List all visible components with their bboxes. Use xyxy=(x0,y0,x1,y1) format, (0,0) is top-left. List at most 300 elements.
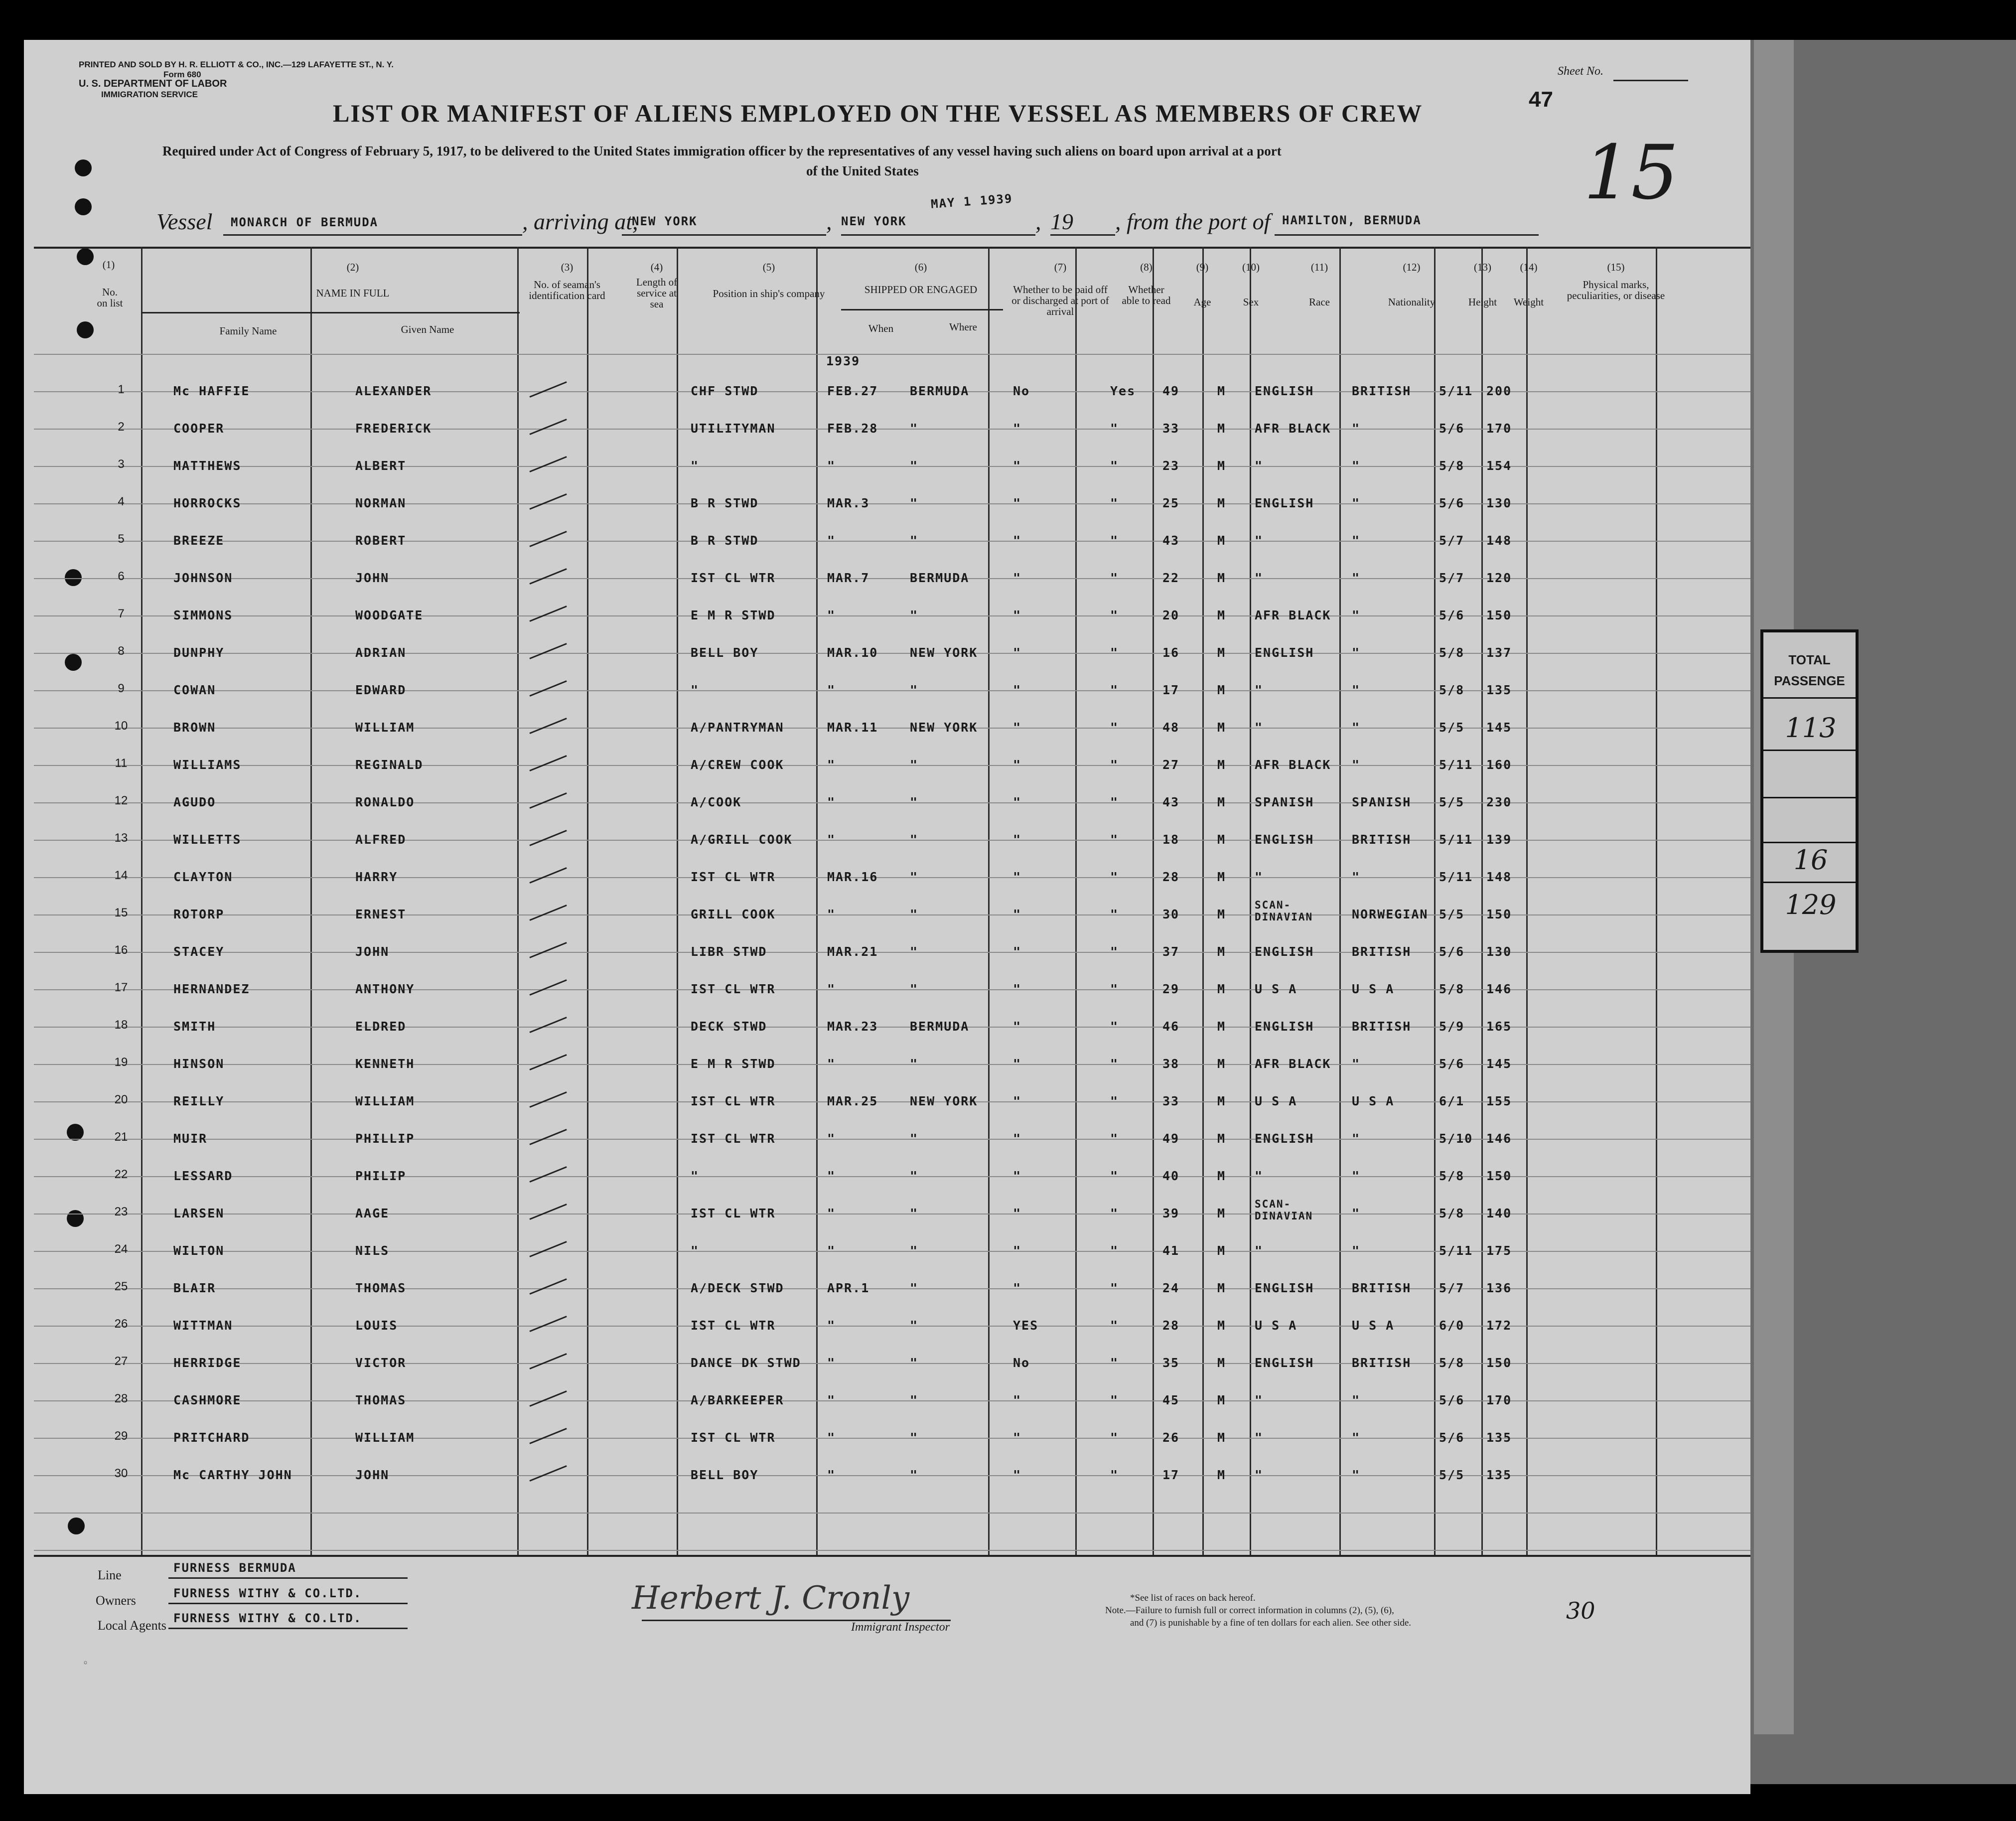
col15-header: Physical marks, peculiarities, or disease xyxy=(1567,279,1665,302)
column-divider xyxy=(141,247,143,1555)
paid-off: " xyxy=(1013,533,1022,548)
row-number: 12 xyxy=(114,794,128,807)
column-divider xyxy=(310,247,312,1555)
check-mark xyxy=(529,792,567,809)
sex: M xyxy=(1217,1057,1226,1071)
row-number: 9 xyxy=(118,682,125,695)
shipped-where: NEW YORK xyxy=(910,720,978,735)
shipped-when: MAR.25 xyxy=(827,1094,878,1108)
shipped-where: NEW YORK xyxy=(910,1094,978,1108)
col2-header: NAME IN FULL xyxy=(316,287,390,299)
height: 5/6 xyxy=(1439,1393,1465,1407)
owners-value: FURNESS WITHY & CO.LTD. xyxy=(173,1586,362,1600)
column-divider xyxy=(1202,247,1204,1555)
shipped-when: MAR.11 xyxy=(827,720,878,735)
age: 46 xyxy=(1162,1019,1180,1034)
given-name: ANTHONY xyxy=(355,982,415,996)
row-number: 25 xyxy=(114,1280,128,1293)
race: AFR BLACK xyxy=(1255,758,1331,772)
height: 5/9 xyxy=(1439,1019,1465,1034)
underline xyxy=(168,1628,408,1629)
weight: 200 xyxy=(1486,384,1512,398)
race: ENGLISH xyxy=(1255,496,1314,510)
nationality: U S A xyxy=(1352,982,1395,996)
row-number: 13 xyxy=(114,831,128,845)
shipped-when: " xyxy=(827,1468,836,1482)
check-mark xyxy=(529,1204,567,1220)
given-name: ALBERT xyxy=(355,458,407,473)
position: B R STWD xyxy=(691,533,759,548)
height: 5/5 xyxy=(1439,720,1465,735)
able-to-read: " xyxy=(1110,982,1119,996)
check-mark xyxy=(529,680,567,697)
col6-where: Where xyxy=(949,321,977,333)
shipped-when: " xyxy=(827,758,836,772)
nationality: BRITISH xyxy=(1352,1019,1412,1034)
paid-off: " xyxy=(1013,1430,1022,1445)
race: SCAN- DINAVIAN xyxy=(1255,1198,1313,1222)
height: 5/7 xyxy=(1439,571,1465,585)
family-name: BREEZE xyxy=(173,533,225,548)
arriving-state: NEW YORK xyxy=(841,214,907,228)
shipped-where: " xyxy=(910,1057,919,1071)
position: A/GRILL COOK xyxy=(691,832,793,847)
position: A/DECK STWD xyxy=(691,1281,784,1295)
position: A/BARKEEPER xyxy=(691,1393,784,1407)
age: 28 xyxy=(1162,870,1180,884)
given-name: ALEXANDER xyxy=(355,384,432,398)
able-to-read: " xyxy=(1110,1356,1119,1370)
nationality: BRITISH xyxy=(1352,832,1412,847)
family-name: Mc HAFFIE xyxy=(173,384,250,398)
paid-off: " xyxy=(1013,645,1022,660)
col11-number: (11) xyxy=(1310,261,1328,273)
row-number: 16 xyxy=(114,943,128,957)
check-mark xyxy=(529,867,567,884)
shipped-when: MAR.3 xyxy=(827,496,870,510)
height: 6/1 xyxy=(1439,1094,1465,1108)
form-number: Form 680 xyxy=(163,70,201,79)
paid-off: " xyxy=(1013,571,1022,585)
position: LIBR STWD xyxy=(691,944,767,959)
height: 5/6 xyxy=(1439,1057,1465,1071)
given-name: THOMAS xyxy=(355,1393,407,1407)
height: 5/6 xyxy=(1439,944,1465,959)
position: A/PANTRYMAN xyxy=(691,720,784,735)
family-name: HORROCKS xyxy=(173,496,242,510)
nationality: BRITISH xyxy=(1352,1281,1412,1295)
sex: M xyxy=(1217,795,1226,809)
weight: 135 xyxy=(1486,683,1512,697)
page-title: LIST OR MANIFEST OF ALIENS EMPLOYED ON THE VESSEL AS MEMBERS OF CREW xyxy=(333,99,1423,127)
weight: 150 xyxy=(1486,608,1512,622)
nationality: " xyxy=(1352,720,1361,735)
shipped-where: " xyxy=(910,496,919,510)
sex: M xyxy=(1217,1356,1226,1370)
weight: 139 xyxy=(1486,832,1512,847)
comma-separator: , xyxy=(1035,209,1041,234)
owners-label: Owners xyxy=(96,1593,136,1608)
given-name: LOUIS xyxy=(355,1318,398,1333)
sex: M xyxy=(1217,533,1226,548)
age: 39 xyxy=(1162,1206,1180,1220)
given-name: WILLIAM xyxy=(355,1094,415,1108)
race: " xyxy=(1255,720,1264,735)
table-bottom-rule xyxy=(34,1555,1750,1557)
race: " xyxy=(1255,1430,1264,1445)
passengers-label: PASSENGE xyxy=(1774,673,1845,688)
race: ENGLISH xyxy=(1255,944,1314,959)
weight: 230 xyxy=(1486,795,1512,809)
row-number: 19 xyxy=(114,1056,128,1069)
box-rule xyxy=(1763,882,1856,883)
underline xyxy=(223,234,522,236)
age: 18 xyxy=(1162,832,1180,847)
check-mark xyxy=(529,1316,567,1332)
given-name: WILLIAM xyxy=(355,1430,415,1445)
position: BELL BOY xyxy=(691,645,759,660)
given-name: ERNEST xyxy=(355,907,407,921)
shipped-where: " xyxy=(910,907,919,921)
underline xyxy=(1275,234,1539,236)
shipped-where: " xyxy=(910,608,919,622)
family-name: WILLETTS xyxy=(173,832,242,847)
total-value-3: 129 xyxy=(1785,889,1837,920)
sex: M xyxy=(1217,571,1226,585)
shipped-when: FEB.27 xyxy=(827,384,878,398)
nationality: " xyxy=(1352,758,1361,772)
shipped-when: APR.1 xyxy=(827,1281,870,1295)
nationality: " xyxy=(1352,870,1361,884)
paid-off: YES xyxy=(1013,1318,1039,1333)
col9-number: (9) xyxy=(1196,261,1209,273)
able-to-read: " xyxy=(1110,1393,1119,1407)
age: 33 xyxy=(1162,421,1180,436)
able-to-read: " xyxy=(1110,795,1119,809)
height: 5/5 xyxy=(1439,795,1465,809)
shipped-where: " xyxy=(910,870,919,884)
age: 49 xyxy=(1162,384,1180,398)
position: BELL BOY xyxy=(691,1468,759,1482)
given-name: JOHN xyxy=(355,1468,390,1482)
col13-number: (13) xyxy=(1474,261,1491,273)
shipped-when: " xyxy=(827,458,836,473)
nationality: BRITISH xyxy=(1352,384,1412,398)
weight: 137 xyxy=(1486,645,1512,660)
check-mark xyxy=(529,1428,567,1444)
check-mark xyxy=(529,1465,567,1482)
shipped-when: " xyxy=(827,608,836,622)
shipped-when: FEB.28 xyxy=(827,421,878,436)
position: A/CREW COOK xyxy=(691,758,784,772)
col13-header: Height xyxy=(1468,296,1497,308)
age: 22 xyxy=(1162,571,1180,585)
position: UTILITYMAN xyxy=(691,421,776,436)
sex: M xyxy=(1217,1169,1226,1183)
shipped-where: BERMUDA xyxy=(910,571,970,585)
paid-off: " xyxy=(1013,1094,1022,1108)
given-name: AAGE xyxy=(355,1206,390,1220)
col1-number: (1) xyxy=(102,259,115,271)
check-mark xyxy=(529,979,567,996)
family-name: HINSON xyxy=(173,1057,225,1071)
race: ENGLISH xyxy=(1255,645,1314,660)
age: 37 xyxy=(1162,944,1180,959)
sex: M xyxy=(1217,907,1226,921)
shipped-where: " xyxy=(910,683,919,697)
check-mark xyxy=(529,942,567,958)
weight: 135 xyxy=(1486,1468,1512,1482)
age: 16 xyxy=(1162,645,1180,660)
check-mark xyxy=(529,1017,567,1033)
nationality: NORWEGIAN xyxy=(1352,907,1429,921)
col2-number: (2) xyxy=(346,261,359,273)
races-note: *See list of races on back hereof. xyxy=(1130,1593,1256,1603)
paid-off: " xyxy=(1013,496,1022,510)
shipped-where: " xyxy=(910,832,919,847)
able-to-read: " xyxy=(1110,571,1119,585)
age: 45 xyxy=(1162,1393,1180,1407)
height: 5/6 xyxy=(1439,496,1465,510)
height: 5/5 xyxy=(1439,907,1465,921)
race: " xyxy=(1255,1169,1264,1183)
race: AFR BLACK xyxy=(1255,421,1331,436)
race: ENGLISH xyxy=(1255,1019,1314,1034)
shipped-where: " xyxy=(910,1393,919,1407)
underline xyxy=(841,234,1035,236)
date-stamp: MAY 1 1939 xyxy=(930,191,1013,211)
race: ENGLISH xyxy=(1255,1131,1314,1146)
family-name: CASHMORE xyxy=(173,1393,242,1407)
age: 48 xyxy=(1162,720,1180,735)
able-to-read: " xyxy=(1110,1206,1119,1220)
sex: M xyxy=(1217,1393,1226,1407)
shipped-where: " xyxy=(910,1131,919,1146)
nationality: " xyxy=(1352,1057,1361,1071)
check-mark xyxy=(529,1166,567,1183)
paid-off: " xyxy=(1013,870,1022,884)
shipped-where: " xyxy=(910,421,919,436)
age: 30 xyxy=(1162,907,1180,921)
race: SCAN- DINAVIAN xyxy=(1255,899,1313,923)
height: 5/8 xyxy=(1439,982,1465,996)
total-value-2: 16 xyxy=(1793,844,1828,876)
able-to-read: " xyxy=(1110,1318,1119,1333)
position: DECK STWD xyxy=(691,1019,767,1034)
col9-header: Age xyxy=(1193,296,1211,308)
age: 23 xyxy=(1162,458,1180,473)
check-mark xyxy=(529,1091,567,1108)
total-label: TOTAL xyxy=(1788,652,1831,667)
col6-number: (6) xyxy=(914,261,927,273)
shipped-when: " xyxy=(827,1318,836,1333)
height: 5/6 xyxy=(1439,421,1465,436)
vessel-label: Vessel xyxy=(156,209,213,234)
position: IST CL WTR xyxy=(691,1131,776,1146)
weight: 165 xyxy=(1486,1019,1512,1034)
shipped-where: " xyxy=(910,795,919,809)
age: 29 xyxy=(1162,982,1180,996)
age: 35 xyxy=(1162,1356,1180,1370)
sex: M xyxy=(1217,870,1226,884)
nationality: " xyxy=(1352,1468,1361,1482)
given-name: PHILLIP xyxy=(355,1131,415,1146)
row-number: 27 xyxy=(114,1355,128,1368)
given-name: NILS xyxy=(355,1243,390,1258)
height: 5/11 xyxy=(1439,832,1473,847)
shipped-where: " xyxy=(910,1318,919,1333)
able-to-read: " xyxy=(1110,832,1119,847)
shipped-where: " xyxy=(910,982,919,996)
shipped-where: " xyxy=(910,1430,919,1445)
paid-off: " xyxy=(1013,1281,1022,1295)
binder-hole xyxy=(75,159,92,176)
col2-given-name: Given Name xyxy=(401,323,454,335)
family-name: COWAN xyxy=(173,683,216,697)
age: 28 xyxy=(1162,1318,1180,1333)
weight: 130 xyxy=(1486,944,1512,959)
sex: M xyxy=(1217,758,1226,772)
height: 5/8 xyxy=(1439,645,1465,660)
given-name: JOHN xyxy=(355,944,390,959)
binder-hole xyxy=(77,321,94,338)
row-number: 1 xyxy=(118,383,125,396)
position: IST CL WTR xyxy=(691,870,776,884)
height: 5/11 xyxy=(1439,758,1473,772)
col12-number: (12) xyxy=(1403,261,1421,273)
total-passengers-box xyxy=(1760,629,1859,953)
height: 5/7 xyxy=(1439,1281,1465,1295)
shipped-where: " xyxy=(910,1243,919,1258)
nationality: " xyxy=(1352,1206,1361,1220)
paid-off: " xyxy=(1013,683,1022,697)
subtitle-line-2: of the United States xyxy=(806,163,919,178)
weight: 130 xyxy=(1486,496,1512,510)
position: DANCE DK STWD xyxy=(691,1356,801,1370)
position: " xyxy=(691,458,700,473)
given-name: ALFRED xyxy=(355,832,407,847)
race: U S A xyxy=(1255,1094,1297,1108)
position: IST CL WTR xyxy=(691,1206,776,1220)
service-label: IMMIGRATION SERVICE xyxy=(101,90,198,99)
union-label-mark: ☼ xyxy=(83,1659,88,1666)
family-name: WILLIAMS xyxy=(173,758,242,772)
check-mark xyxy=(529,419,567,435)
given-name: JOHN xyxy=(355,571,390,585)
given-name: THOMAS xyxy=(355,1281,407,1295)
given-name: ELDRED xyxy=(355,1019,407,1034)
able-to-read: " xyxy=(1110,645,1119,660)
paid-off: " xyxy=(1013,832,1022,847)
row-number: 24 xyxy=(114,1242,128,1256)
family-name: COOPER xyxy=(173,421,225,436)
table-top-rule xyxy=(34,247,1750,249)
shipped-when: MAR.10 xyxy=(827,645,878,660)
nationality: U S A xyxy=(1352,1094,1395,1108)
sex: M xyxy=(1217,421,1226,436)
box-rule xyxy=(1763,842,1856,843)
row-number: 4 xyxy=(118,495,125,508)
height: 5/11 xyxy=(1439,870,1473,884)
column-divider xyxy=(1656,247,1657,1555)
position: GRILL COOK xyxy=(691,907,776,921)
position: IST CL WTR xyxy=(691,571,776,585)
arriving-label: , arriving at, xyxy=(522,209,638,234)
row-number: 30 xyxy=(114,1467,128,1480)
shipped-when: " xyxy=(827,533,836,548)
sex: M xyxy=(1217,832,1226,847)
position: CHF STWD xyxy=(691,384,759,398)
sex: M xyxy=(1217,683,1226,697)
weight: 148 xyxy=(1486,870,1512,884)
paid-off: " xyxy=(1013,1243,1022,1258)
shipped-where: " xyxy=(910,533,919,548)
line-value: FURNESS BERMUDA xyxy=(173,1561,296,1575)
race: ENGLISH xyxy=(1255,1281,1314,1295)
arriving-port: NEW YORK xyxy=(632,214,698,228)
check-mark xyxy=(529,1054,567,1070)
weight: 146 xyxy=(1486,1131,1512,1146)
box-rule xyxy=(1763,697,1856,699)
weight: 148 xyxy=(1486,533,1512,548)
local-agents-value: FURNESS WITHY & CO.LTD. xyxy=(173,1611,362,1625)
height: 5/8 xyxy=(1439,683,1465,697)
able-to-read: " xyxy=(1110,458,1119,473)
weight: 170 xyxy=(1486,1393,1512,1407)
row-number: 6 xyxy=(118,570,125,583)
col4-header: Length of service at sea xyxy=(636,276,678,310)
given-name: REGINALD xyxy=(355,758,424,772)
column-divider xyxy=(1152,247,1154,1555)
row-number: 21 xyxy=(114,1130,128,1144)
nationality: " xyxy=(1352,645,1361,660)
shipped-when: " xyxy=(827,1430,836,1445)
column-divider xyxy=(1339,247,1341,1555)
given-name: FREDERICK xyxy=(355,421,432,436)
age: 33 xyxy=(1162,1094,1180,1108)
able-to-read: " xyxy=(1110,1094,1119,1108)
position: B R STWD xyxy=(691,496,759,510)
race: AFR BLACK xyxy=(1255,1057,1331,1071)
row-number: 29 xyxy=(114,1429,128,1443)
comma-separator: , xyxy=(826,209,832,234)
check-mark xyxy=(529,1241,567,1257)
sex: M xyxy=(1217,1131,1226,1146)
weight: 172 xyxy=(1486,1318,1512,1333)
sex: M xyxy=(1217,944,1226,959)
able-to-read: Yes xyxy=(1110,384,1136,398)
able-to-read: " xyxy=(1110,1169,1119,1183)
race: " xyxy=(1255,870,1264,884)
sex: M xyxy=(1217,1468,1226,1482)
able-to-read: " xyxy=(1110,1430,1119,1445)
weight: 145 xyxy=(1486,720,1512,735)
check-mark xyxy=(529,905,567,921)
column-divider xyxy=(677,247,678,1555)
total-value-1: 113 xyxy=(1785,712,1837,744)
inspector-label: Immigrant Inspector xyxy=(851,1621,950,1634)
shipped-when: " xyxy=(827,1169,836,1183)
paid-off: " xyxy=(1013,795,1022,809)
age: 40 xyxy=(1162,1169,1180,1183)
nationality: " xyxy=(1352,1393,1361,1407)
family-name: SMITH xyxy=(173,1019,216,1034)
weight: 154 xyxy=(1486,458,1512,473)
age: 49 xyxy=(1162,1131,1180,1146)
height: 5/11 xyxy=(1439,1243,1473,1258)
row-number: 5 xyxy=(118,532,125,546)
given-name: ROBERT xyxy=(355,533,407,548)
